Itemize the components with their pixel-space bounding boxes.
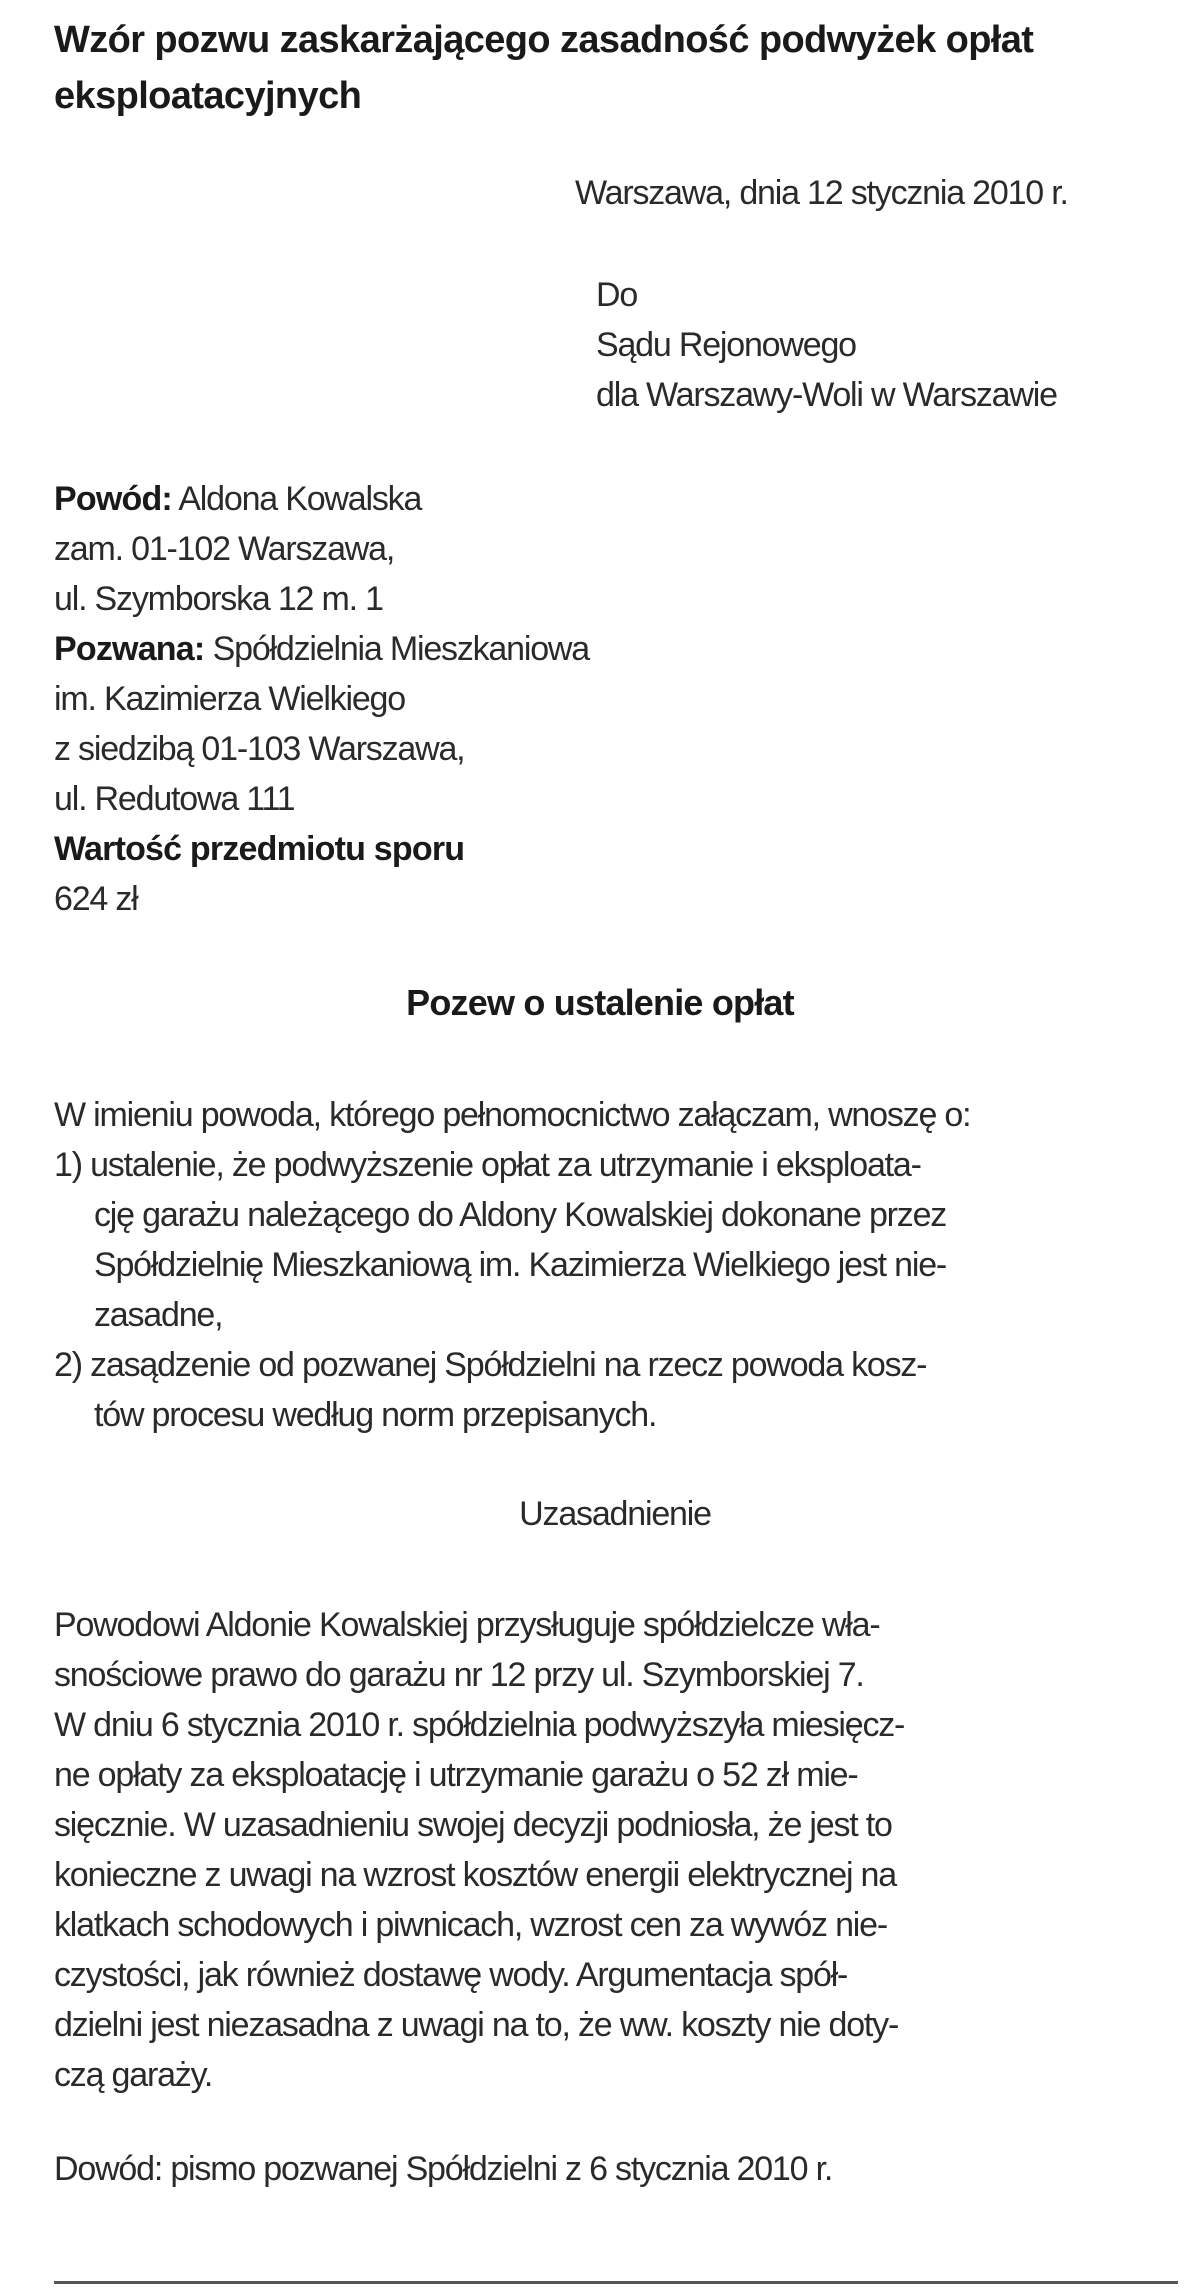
addressee-line: Do [596, 276, 638, 314]
motion-intro: W imieniu powoda, którego pełnomocnictwo załączam, wnoszę o: [54, 1096, 971, 1134]
plaintiff-label: Powód: [54, 480, 172, 518]
justification-line: konieczne z uwagi na wzrost kosztów energii elektrycznej na [54, 1856, 896, 1894]
motion-item-2-continuation: tów procesu według norm przepisanych. [94, 1396, 657, 1434]
plaintiff-address-line: ul. Szymborska 12 m. 1 [54, 580, 383, 618]
motion-item-1: 1) ustalenie, że podwyższenie opłat za utrzymanie i eksploata- [54, 1146, 921, 1184]
addressee-block [596, 270, 1057, 420]
justification-line: dzielni jest niezasadna z uwagi na to, że ww. koszty nie doty- [54, 2006, 899, 2044]
plaintiff-name: Aldona Kowalska [171, 480, 422, 518]
defendant-address-line: ul. Redutowa 111 [54, 780, 295, 818]
date-line: Warszawa, dnia 12 stycznia 2010 r. [575, 174, 1068, 212]
claim-heading: Pozew o ustalenie opłat [406, 982, 794, 1023]
justification-line: czystości, jak również dostawę wody. Argumentacja spół- [54, 1956, 848, 1994]
justification-block [54, 1600, 1174, 2100]
motion-block [54, 1090, 1174, 1440]
motion-item-1-continuation: zasadne, [94, 1296, 223, 1334]
dispute-value-label: Wartość przedmiotu sporu [54, 830, 465, 868]
defendant-label: Pozwana: [54, 630, 205, 668]
addressee-line: dla Warszawy-Woli w Warszawie [596, 376, 1057, 414]
defendant-address-line: im. Kazimierza Wielkiego [54, 680, 405, 718]
justification-heading: Uzasadnienie [519, 1495, 711, 1533]
justification-line: sięcznie. W uzasadnieniu swojej decyzji podniosła, że jest to [54, 1806, 892, 1844]
justification-line: W dniu 6 stycznia 2010 r. spółdzielnia podwyższyła miesięcz- [54, 1706, 905, 1744]
dispute-value-amount: 624 zł [54, 880, 138, 918]
defendant-line [54, 624, 589, 674]
bottom-rule [54, 2281, 1178, 2284]
document-title [54, 12, 1174, 124]
addressee-line: Sądu Rejonowego [596, 326, 856, 364]
title-line-1: Wzór pozwu zaskarżającego zasadność podwyżek opłat [54, 19, 1034, 61]
justification-line: klatkach schodowych i piwnicach, wzrost cen za wywóz nie- [54, 1906, 887, 1944]
defendant-address-line: z siedzibą 01-103 Warszawa, [54, 730, 465, 768]
justification-line: ne opłaty za eksploatację i utrzymanie garażu o 52 zł mie- [54, 1756, 858, 1794]
title-line-2: eksploatacyjnych [54, 75, 362, 117]
motion-item-1-continuation: cję garażu należącego do Aldony Kowalskiej dokonane przez [94, 1196, 947, 1234]
defendant-name: Spółdzielnia Mieszkaniowa [204, 630, 589, 668]
justification-line: Powodowi Aldonie Kowalskiej przysługuje spółdzielcze wła- [54, 1606, 880, 1644]
motion-item-1-continuation: Spółdzielnię Mieszkaniową im. Kazimierza Wielkiego jest nie- [94, 1246, 947, 1284]
parties-block [54, 474, 589, 924]
motion-item-2: 2) zasądzenie od pozwanej Spółdzielni na rzecz powoda kosz- [54, 1346, 927, 1384]
justification-line: snościowe prawo do garażu nr 12 przy ul. Szymborskiej 7. [54, 1656, 864, 1694]
justification-line: czą garaży. [54, 2056, 213, 2094]
evidence-line: Dowód: pismo pozwanej Spółdzielni z 6 stycznia 2010 r. [54, 2150, 833, 2188]
plaintiff-address-line: zam. 01-102 Warszawa, [54, 530, 395, 568]
plaintiff-line [54, 474, 589, 524]
